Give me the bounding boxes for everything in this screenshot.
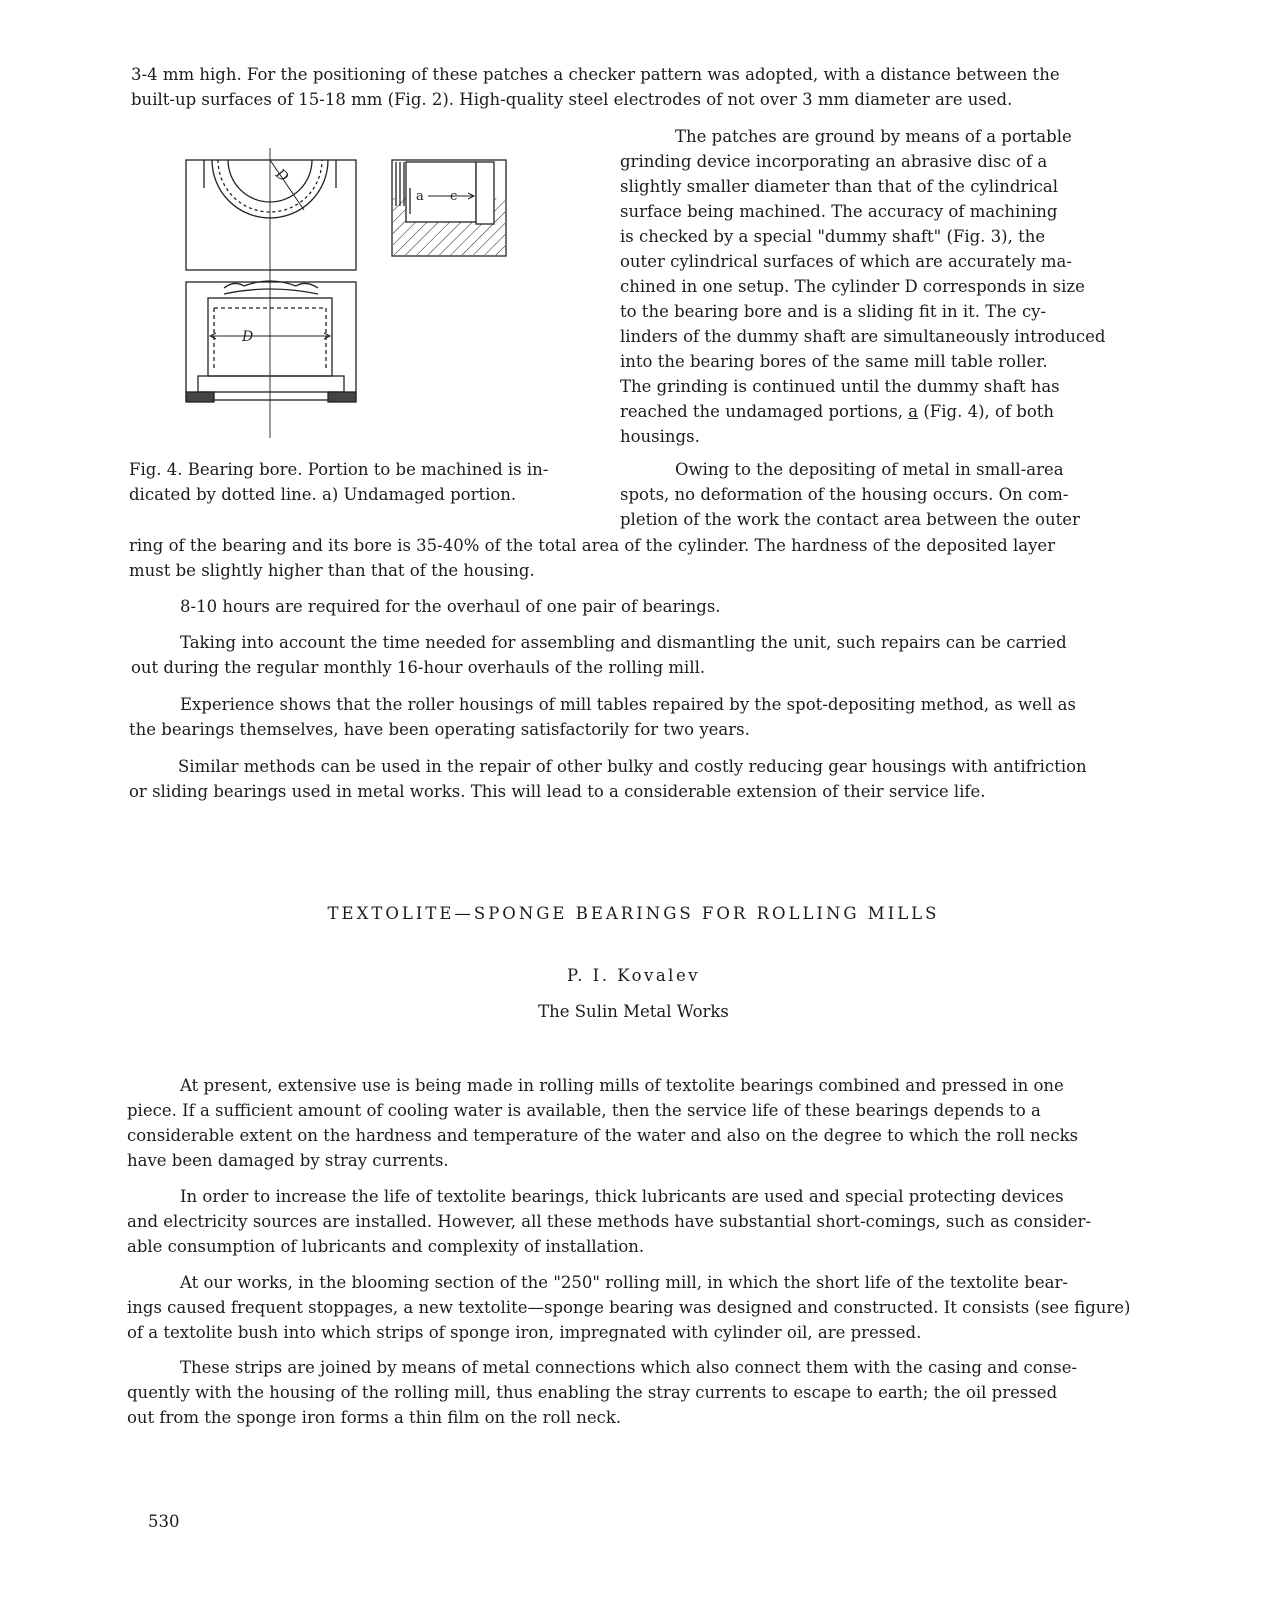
text-line: of a textolite bush into which strips of sponge iron, impregnated with cylinder oil, are pressed.: [127, 1323, 922, 1342]
label-d-top: D: [272, 166, 292, 186]
text-line: housings.: [620, 427, 700, 446]
text-line: into the bearing bores of the same mill table roller.: [620, 352, 1048, 371]
text-line: At present, extensive use is being made in rolling mills of textolite bearings combined and pressed in one: [180, 1076, 1064, 1095]
caption-line: Fig. 4. Bearing bore. Portion to be machined is in-: [129, 460, 549, 479]
text-line: or sliding bearings used in metal works. This will lead to a considerable extension of their service life.: [129, 782, 986, 801]
paragraph-in-order: [127, 1184, 1097, 1259]
text-line: Similar methods can be used in the repair of other bulky and costly reducing gear housings with antifriction: [178, 757, 1087, 776]
text-line: ings caused frequent stoppages, a new textolite—sponge bearing was designed and constructed. It consists (see figure): [127, 1298, 1131, 1317]
text-line: 8-10 hours are required for the overhaul of one pair of bearings.: [180, 597, 721, 616]
text-line: At our works, in the blooming section of the "250" rolling mill, in which the short life of the textolite bear-: [180, 1273, 1068, 1292]
underlined-a: a: [908, 402, 919, 421]
continuation-paragraph: [129, 533, 1079, 583]
paragraph-hours: [180, 594, 1080, 619]
text-line: The grinding is continued until the dummy shaft has: [620, 377, 1060, 396]
text-line: must be slightly higher than that of the housing.: [129, 561, 535, 580]
label-c: c: [450, 189, 458, 204]
right-column-paragraph-1: [620, 124, 1106, 449]
text-line: piece. If a sufficient amount of cooling water is available, then the service life of these bearings depends to a: [127, 1101, 1041, 1120]
article-affiliation: The Sulin Metal Works: [538, 1002, 729, 1021]
text-line: able consumption of lubricants and complexity of installation.: [127, 1237, 645, 1256]
figure-caption: [129, 457, 589, 507]
text-line: have been damaged by stray currents.: [127, 1151, 449, 1170]
text-line: linders of the dummy shaft are simultaneously introduced: [620, 327, 1106, 346]
text-line: quently with the housing of the rolling mill, thus enabling the stray currents to escape to earth; the oil pressed: [127, 1383, 1058, 1402]
text-line: the bearings themselves, have been operating satisfactorily for two years.: [129, 720, 750, 739]
caption-line: dicated by dotted line. a) Undamaged portion.: [129, 485, 517, 504]
text-line: pletion of the work the contact area between the outer: [620, 510, 1080, 529]
text-line: out from the sponge iron forms a thin film on the roll neck.: [127, 1408, 622, 1427]
paragraph-at-present: [127, 1073, 1087, 1173]
text-line: 3-4 mm high. For the positioning of these patches a checker pattern was adopted, with a distance between the: [131, 65, 1060, 84]
text-line: to the bearing bore and is a sliding fit in it. The cy-: [620, 302, 1047, 321]
paragraph-experience: [129, 692, 1079, 742]
text-line: surface being machined. The accuracy of machining: [620, 202, 1058, 221]
text-line: slightly smaller diameter than that of the cylindrical: [620, 177, 1059, 196]
text-line: considerable extent on the hardness and temperature of the water and also on the degree to which the roll necks: [127, 1126, 1079, 1145]
text-line: grinding device incorporating an abrasive disc of a: [620, 152, 1048, 171]
text-line: out during the regular monthly 16-hour overhauls of the rolling mill.: [131, 658, 706, 677]
bearing-bore-figure: [184, 148, 524, 438]
text-line: Owing to the depositing of metal in small-area: [675, 460, 1064, 479]
text-line: Experience shows that the roller housings of mill tables repaired by the spot-depositing method, as well as: [180, 695, 1076, 714]
paragraph-these-strips: [127, 1355, 1107, 1430]
top-paragraph: [131, 62, 1064, 112]
text-line: chined in one setup. The cylinder D corresponds in size: [620, 277, 1085, 296]
text-line: spots, no deformation of the housing occurs. On com-: [620, 485, 1069, 504]
page-number: 530: [148, 1512, 180, 1531]
article-author: P. I. Kovalev: [566, 966, 701, 985]
housing-side-view: [186, 281, 356, 402]
text-line: Taking into account the time needed for assembling and dismantling the unit, such repairs can be carried: [180, 633, 1067, 652]
text-line: is checked by a special "dummy shaft" (Fig. 3), the: [620, 227, 1046, 246]
paragraph-similar: [129, 754, 1089, 804]
text-line: In order to increase the life of textolite bearings, thick lubricants are used and special protecting devices: [180, 1187, 1064, 1206]
right-column-paragraph-2: [620, 457, 1100, 532]
text-line: ring of the bearing and its bore is 35-40% of the total area of the cylinder. The hardness of the deposited layer: [129, 536, 1056, 555]
label-a: a: [416, 189, 424, 204]
label-d-bottom: D: [242, 329, 254, 345]
detail-section: [392, 160, 506, 256]
text-line: The patches are ground by means of a portable: [675, 127, 1072, 146]
text-line: and electricity sources are installed. However, all these methods have substantial short-comings, such as consider-: [127, 1212, 1092, 1231]
text-fragment: (Fig. 4), of both: [918, 402, 1055, 421]
text-line: These strips are joined by means of metal connections which also connect them with the casing and conse-: [180, 1358, 1078, 1377]
text-fragment: reached the undamaged portions,: [620, 402, 909, 421]
text-line: outer cylindrical surfaces of which are accurately ma-: [620, 252, 1072, 271]
text-line: [620, 399, 1100, 424]
article-title: TEXTOLITE—SPONGE BEARINGS FOR ROLLING MILLS: [327, 904, 940, 923]
paragraph-taking: [131, 630, 1081, 680]
text-line: built-up surfaces of 15-18 mm (Fig. 2). High-quality steel electrodes of not over 3 mm diameter are used.: [131, 90, 1013, 109]
paragraph-at-our-works: [127, 1270, 1131, 1345]
